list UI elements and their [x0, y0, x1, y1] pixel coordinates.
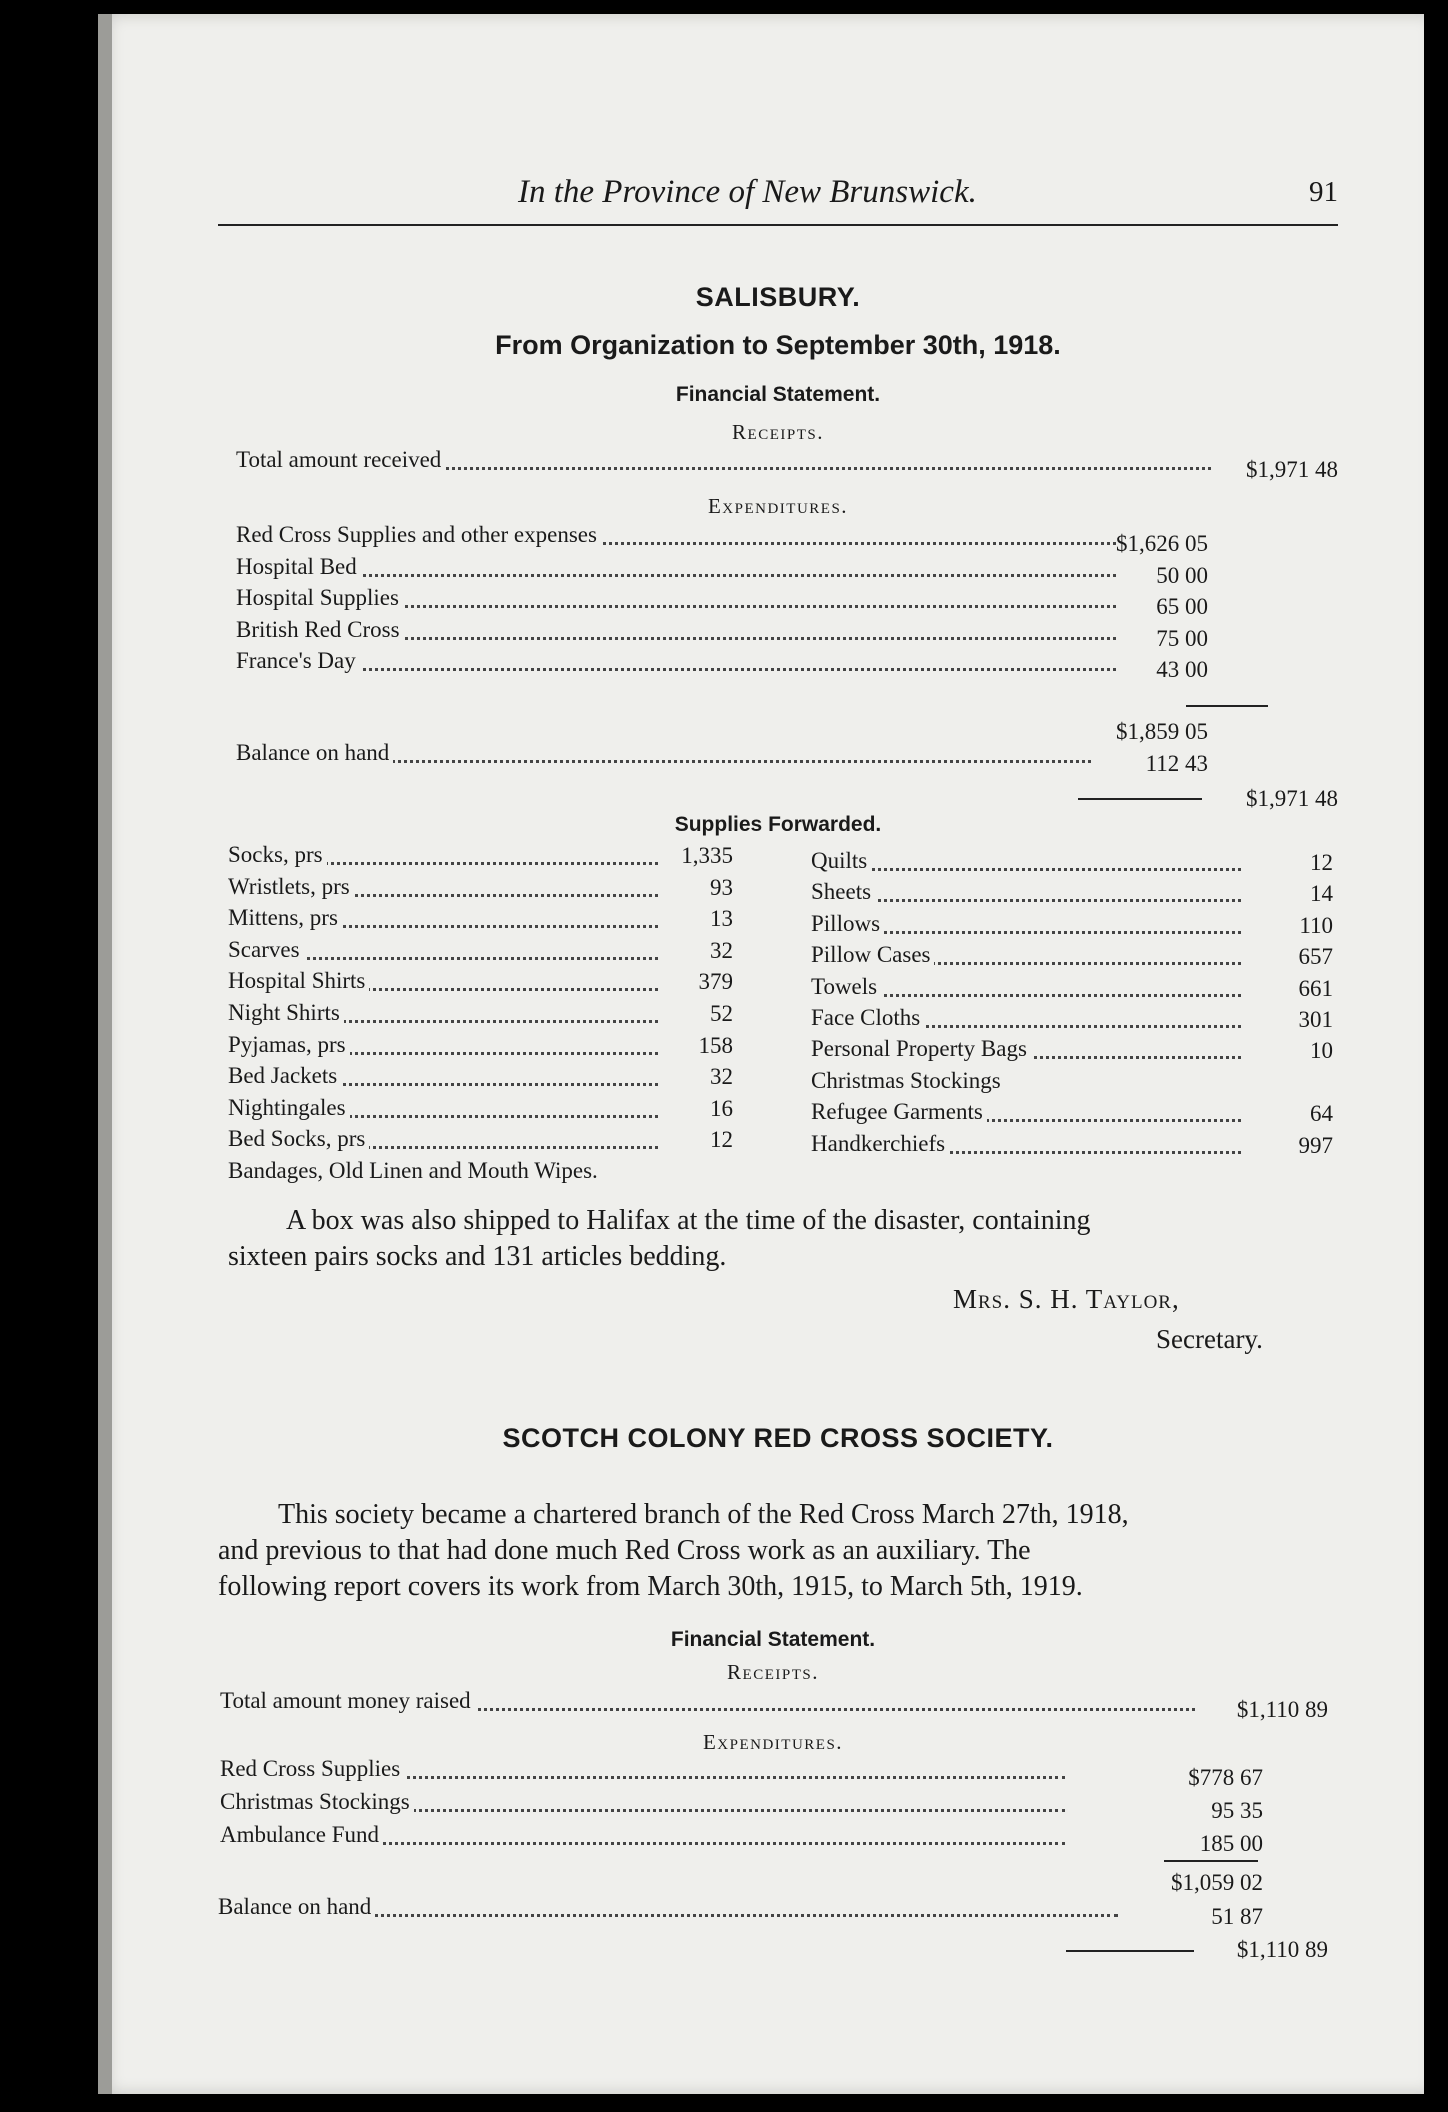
total-received-label: Total amount received: [236, 447, 445, 472]
supply-right-row-amount: 661: [1298, 975, 1333, 1001]
salisbury-expenditure-row: [236, 648, 1116, 678]
page-number: 91: [1309, 176, 1338, 208]
supply-left-row-label: Nightingales: [228, 1095, 350, 1120]
salisbury-expenditure-row-amount: 50 00: [1156, 562, 1208, 588]
note-line-1: A box was also shipped to Halifax at the time of the disaster, containing: [286, 1205, 1091, 1236]
salisbury-expenditure-row: [236, 617, 1116, 647]
supply-left-row-amount: 13: [710, 906, 733, 932]
scotch-expenditure-row-label: Ambulance Fund: [220, 1822, 383, 1847]
supply-left-row-label: Bed Socks, prs: [228, 1126, 369, 1151]
supply-right-row-label: Pillows: [811, 911, 884, 936]
supply-left-row: [228, 905, 658, 935]
balance-row: [236, 740, 1091, 770]
header-rule: [218, 224, 1338, 226]
supply-right-row-amount: 10: [1310, 1038, 1333, 1064]
supply-right-row-label: Handkerchiefs: [811, 1131, 949, 1156]
leader-dots: [811, 868, 1241, 871]
salisbury-expenditure-row-label: Red Cross Supplies and other expenses: [236, 522, 601, 547]
supply-right-row: [811, 848, 1241, 878]
supply-right-row: [811, 911, 1241, 941]
scotch-expenditure-row: [220, 1756, 1065, 1786]
signature-title: Secretary.: [1156, 1324, 1263, 1354]
supply-right-row-label: Quilts: [811, 848, 871, 873]
supply-right-row-label: Towels: [811, 974, 881, 999]
supply-left-row: [228, 874, 658, 904]
section-title-salisbury: SALISBURY.: [695, 282, 861, 312]
supply-right-row-amount: 12: [1310, 850, 1333, 875]
supply-right-row-label: Christmas Stockings: [811, 1068, 1005, 1093]
supply-right-row-amount: 301: [1298, 1007, 1333, 1032]
salisbury-expenditure-row-amount: 75 00: [1156, 625, 1208, 651]
scotch-balance-row: [218, 1894, 1118, 1924]
total-raised-label: Total amount money raised: [220, 1688, 475, 1713]
supplies-extra-line: [228, 1158, 828, 1188]
scotch-total-rule: [1066, 1950, 1194, 1952]
balance-amount: 112 43: [1145, 751, 1208, 776]
salisbury-expenditure-row-label: Hospital Bed: [236, 554, 361, 579]
supply-left-row-label: Bed Jackets: [228, 1063, 341, 1088]
supply-left-row-label: Mittens, prs: [228, 905, 342, 930]
grand-total: $1,971 48: [1246, 786, 1338, 811]
supply-right-row-label: Face Cloths: [811, 1005, 924, 1030]
section-subtitle-salisbury: From Organization to September 30th, 1918.: [495, 330, 1061, 360]
total-raised-row: [220, 1688, 1195, 1718]
supply-right-row-amount: 64: [1310, 1101, 1333, 1127]
scotch-expenditures-heading: Expenditures.: [702, 1730, 844, 1754]
supply-left-row: [228, 937, 658, 967]
supply-right-row-amount: 14: [1310, 881, 1333, 907]
scotch-subtotal-rule: [1164, 1860, 1258, 1862]
scotch-expenditure-row-amount: 95 35: [1211, 1798, 1263, 1823]
subtotal-rule: [1186, 705, 1268, 707]
supply-left-row-amount: 379: [698, 969, 733, 995]
supply-left-row-amount: 1,335: [681, 843, 733, 868]
financial-statement-heading: Financial Statement.: [675, 383, 881, 406]
supplies-forwarded-heading: Supplies Forwarded.: [674, 813, 882, 836]
salisbury-expenditure-row-amount: 65 00: [1156, 594, 1208, 619]
scotch-para-line-1: This society became a chartered branch of the Red Cross March 27th, 1918,: [278, 1499, 1129, 1530]
scotch-expenditure-row-label: Red Cross Supplies: [220, 1756, 404, 1781]
supply-right-row-label: Refugee Garments: [811, 1099, 987, 1124]
supply-left-row: [228, 1063, 658, 1093]
supply-right-row: [811, 974, 1241, 1004]
salisbury-expenditure-row-label: France's Day: [236, 648, 360, 673]
scotch-receipts-heading: Receipts.: [727, 1660, 819, 1684]
salisbury-expenditure-row-label: Hospital Supplies: [236, 585, 403, 610]
supply-left-row: [228, 1095, 658, 1125]
supply-left-row: [228, 1032, 658, 1062]
signature-name: Mrs. S. H. Taylor,: [953, 1284, 1180, 1314]
scotch-financial-statement-heading: Financial Statement.: [670, 1628, 876, 1651]
scotch-expenditures-total: $1,059 02: [1171, 1870, 1263, 1895]
supply-left-row: [228, 968, 658, 998]
salisbury-expenditure-row: [236, 554, 1116, 584]
running-header: [218, 174, 1338, 214]
total-received-row: [236, 447, 1211, 477]
leader-dots: [236, 574, 1116, 577]
scotch-balance-amount: 51 87: [1211, 1904, 1263, 1929]
supply-right-row-label: Sheets: [811, 879, 875, 904]
section-title-scotch-colony: SCOTCH COLONY RED CROSS SOCIETY.: [502, 1423, 1054, 1453]
leader-dots: [236, 668, 1116, 671]
expenditures-heading: Expenditures.: [707, 494, 849, 518]
supply-right-row: [811, 1131, 1241, 1161]
salisbury-expenditure-row-label: British Red Cross: [236, 617, 404, 642]
supply-right-row: [811, 1005, 1241, 1035]
supply-right-row: [811, 1068, 1241, 1098]
scotch-balance-label: Balance on hand: [218, 1894, 375, 1919]
scotch-expenditure-row: [220, 1789, 1065, 1819]
supply-left-row-amount: 32: [710, 937, 733, 963]
supply-left-row-label: Night Shirts: [228, 1000, 344, 1025]
total-rule: [1078, 798, 1202, 800]
total-received-amount: $1,971 48: [1246, 457, 1338, 482]
supply-right-row-label: Pillow Cases: [811, 942, 934, 967]
leader-dots: [811, 899, 1241, 902]
supply-right-row: [811, 1099, 1241, 1129]
supply-right-row-amount: 657: [1298, 944, 1333, 970]
salisbury-expenditure-row: [236, 522, 1116, 552]
supply-left-row: [228, 1126, 658, 1156]
supply-left-row-label: Scarves: [228, 937, 304, 962]
supply-left-row-label: Wristlets, prs: [228, 874, 354, 899]
supply-left-row-amount: 16: [710, 1095, 733, 1121]
supply-right-row: [811, 942, 1241, 972]
supply-right-row-label: Personal Property Bags: [811, 1036, 1031, 1061]
scotch-expenditure-row-amount: $778 67: [1188, 1765, 1263, 1790]
supply-left-row: [228, 1000, 658, 1030]
total-raised-amount: $1,110 89: [1236, 1697, 1328, 1722]
scotch-para-line-2: and previous to that had done much Red Cross work as an auxiliary. The: [218, 1535, 1031, 1566]
supply-left-row-amount: 93: [710, 874, 733, 900]
balance-label: Balance on hand: [236, 740, 393, 765]
supplies-extra-label: Bandages, Old Linen and Mouth Wipes.: [228, 1158, 598, 1183]
supply-right-row-amount: 997: [1298, 1132, 1333, 1158]
scotch-expenditure-row-amount: 185 00: [1199, 1831, 1263, 1856]
note-line-2: sixteen pairs socks and 131 articles bedding.: [228, 1241, 727, 1272]
supply-left-row: [228, 842, 658, 872]
supply-left-row-amount: 52: [710, 1001, 733, 1026]
receipts-heading: Receipts.: [732, 420, 824, 444]
expenditures-total: $1,859 05: [1116, 719, 1208, 744]
salisbury-expenditure-row-amount: 43 00: [1156, 657, 1208, 682]
scotch-grand-total: $1,110 89: [1236, 1937, 1328, 1962]
scotch-expenditure-row-label: Christmas Stockings: [220, 1789, 414, 1814]
salisbury-expenditure-row-amount: $1,626 05: [1116, 531, 1208, 556]
supply-right-row: [811, 1036, 1241, 1066]
supply-right-row-amount: 110: [1299, 912, 1333, 938]
supply-left-row-amount: 158: [698, 1032, 733, 1058]
supply-left-row-label: Socks, prs: [228, 842, 327, 867]
scotch-para-line-3: following report covers its work from March 30th, 1915, to March 5th, 1919.: [218, 1571, 1083, 1602]
page-spine-edge: [98, 14, 112, 2094]
scotch-expenditure-row: [220, 1822, 1065, 1852]
book-page: [98, 14, 1424, 2094]
salisbury-expenditure-row: [236, 585, 1116, 615]
supply-left-row-amount: 32: [710, 1064, 733, 1090]
supply-left-row-label: Hospital Shirts: [228, 968, 369, 993]
running-header-title: In the Province of New Brunswick.: [518, 174, 977, 210]
supply-right-row: [811, 879, 1241, 909]
supply-left-row-label: Pyjamas, prs: [228, 1032, 350, 1057]
supply-left-row-amount: 12: [710, 1127, 733, 1153]
